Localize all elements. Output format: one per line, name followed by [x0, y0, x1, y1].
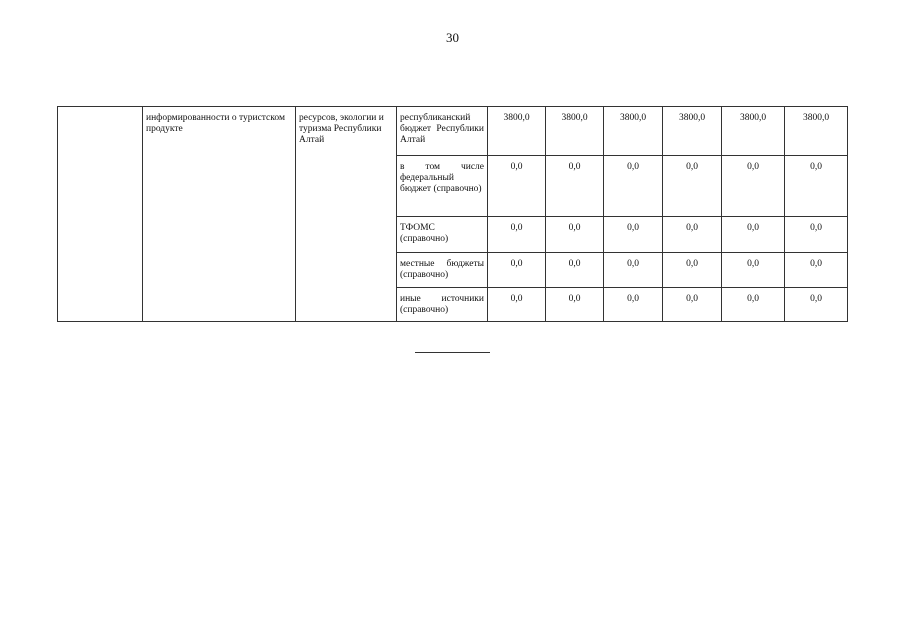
value-cell: 0,0	[663, 156, 722, 217]
value-cell: 3800,0	[663, 107, 722, 156]
value-cell: 0,0	[785, 217, 848, 253]
source-cell: иные источники (справочно)	[397, 288, 488, 322]
value-cell: 0,0	[785, 288, 848, 322]
value-cell: 3800,0	[604, 107, 663, 156]
source-cell: в том числе федеральный бюджет (справочно)	[397, 156, 488, 217]
source-cell: местные бюджеты (справочно)	[397, 253, 488, 288]
value-cell: 0,0	[722, 288, 785, 322]
source-cell: ТФОМС (справочно)	[397, 217, 488, 253]
value-cell: 0,0	[722, 156, 785, 217]
value-cell: 0,0	[722, 217, 785, 253]
value-cell: 0,0	[488, 217, 546, 253]
value-cell: 3800,0	[722, 107, 785, 156]
value-cell: 0,0	[488, 156, 546, 217]
value-cell: 0,0	[663, 253, 722, 288]
budget-table	[57, 106, 848, 322]
end-rule	[415, 352, 490, 353]
value-cell: 0,0	[604, 156, 663, 217]
table-row	[58, 107, 848, 156]
value-cell: 0,0	[546, 217, 604, 253]
value-cell: 0,0	[546, 288, 604, 322]
value-cell: 0,0	[785, 253, 848, 288]
value-cell: 3800,0	[488, 107, 546, 156]
measure-cell: информированности о туристском продукте	[143, 107, 296, 322]
executor-cell: ресурсов, экологии и туризма Республики Алтай	[296, 107, 397, 322]
value-cell: 3800,0	[785, 107, 848, 156]
value-cell: 0,0	[722, 253, 785, 288]
value-cell: 0,0	[604, 288, 663, 322]
value-cell: 3800,0	[546, 107, 604, 156]
value-cell: 0,0	[785, 156, 848, 217]
value-cell: 0,0	[663, 288, 722, 322]
value-cell: 0,0	[546, 253, 604, 288]
value-cell: 0,0	[604, 253, 663, 288]
value-cell: 0,0	[546, 156, 604, 217]
empty-cell	[58, 107, 143, 322]
page-number: 30	[446, 30, 459, 45]
value-cell: 0,0	[663, 217, 722, 253]
value-cell: 0,0	[604, 217, 663, 253]
source-cell: республиканский бюджет Республики Алтай	[397, 107, 488, 156]
value-cell: 0,0	[488, 253, 546, 288]
value-cell: 0,0	[488, 288, 546, 322]
